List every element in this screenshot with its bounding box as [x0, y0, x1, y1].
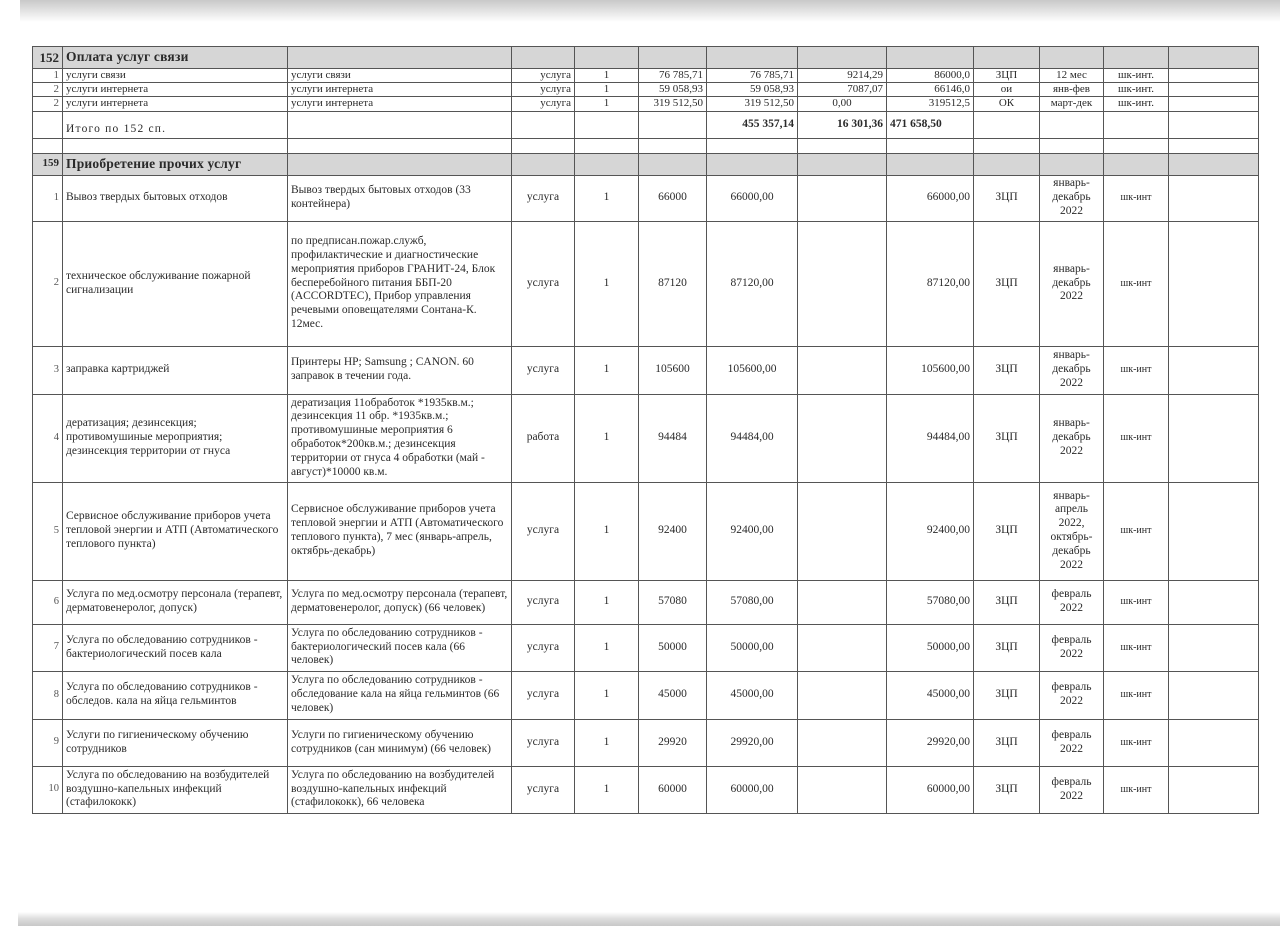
- section-header-159: [33, 153, 1259, 175]
- unit-price: 50000: [639, 624, 707, 671]
- item-name: услуги интернета: [63, 97, 288, 111]
- period: 12 мес: [1040, 69, 1104, 83]
- item-description: Услуга по обследованию на возбудителей воздушно-капельных инфекций (стафилококк), 66 человека: [288, 766, 512, 813]
- amount: 45000,00: [707, 671, 798, 719]
- table-row: [33, 766, 1259, 813]
- row-number: 9: [33, 719, 63, 766]
- unit: услуга: [512, 83, 575, 97]
- period: февраль 2022: [1040, 580, 1104, 624]
- procurement-method: ои: [974, 83, 1040, 97]
- funding-source: шк-инт: [1104, 221, 1169, 346]
- item-name: Услуга по обследованию на возбудителей воздушно-капельных инфекций (стафилококк): [63, 766, 288, 813]
- period: март-дек: [1040, 97, 1104, 111]
- amount: 319 512,50: [707, 97, 798, 111]
- row-number: 1: [33, 69, 63, 83]
- funding-source: шк-инт: [1104, 175, 1169, 221]
- unit: услуга: [512, 671, 575, 719]
- period: январь-апрель 2022, октябрь-декабрь 2022: [1040, 482, 1104, 580]
- funding-source: шк-инт.: [1104, 69, 1169, 83]
- amount: 94484,00: [707, 394, 798, 482]
- funding-source: шк-инт: [1104, 624, 1169, 671]
- quantity: 1: [575, 580, 639, 624]
- quantity: 1: [575, 671, 639, 719]
- item-name: Услуга по мед.осмотру персонала (терапевт, дерматовенеролог, допуск): [63, 580, 288, 624]
- item-description: Услуга по мед.осмотру персонала (терапевт, дерматовенеролог, допуск) (66 человек): [288, 580, 512, 624]
- row-number: 2: [33, 97, 63, 111]
- table-row: [33, 221, 1259, 346]
- funding-source: шк-инт.: [1104, 97, 1169, 111]
- table-row: [33, 624, 1259, 671]
- funding-source: шк-инт: [1104, 580, 1169, 624]
- procurement-method: ЗЦП: [974, 175, 1040, 221]
- section-number: 152: [33, 47, 63, 69]
- unit-price: 105600: [639, 346, 707, 394]
- unit-price: 66000: [639, 175, 707, 221]
- period: январь-декабрь 2022: [1040, 175, 1104, 221]
- unit: услуга: [512, 580, 575, 624]
- item-name: Услуга по обследованию сотрудников - бактериологический посев кала: [63, 624, 288, 671]
- section-title: Оплата услуг связи: [63, 47, 288, 69]
- funding-source: шк-инт: [1104, 346, 1169, 394]
- row-number: 1: [33, 175, 63, 221]
- item-name: Услуги по гигиеническому обучению сотрудников: [63, 719, 288, 766]
- procurement-method: ЗЦП: [974, 394, 1040, 482]
- unit-price: 57080: [639, 580, 707, 624]
- total-amount: 57080,00: [887, 580, 974, 624]
- period: январь-декабрь 2022: [1040, 346, 1104, 394]
- funding-source: шк-инт: [1104, 719, 1169, 766]
- amount: 29920,00: [707, 719, 798, 766]
- unit: услуга: [512, 69, 575, 83]
- unit: работа: [512, 394, 575, 482]
- total-amount: 92400,00: [887, 482, 974, 580]
- quantity: 1: [575, 346, 639, 394]
- unit: услуга: [512, 482, 575, 580]
- table-row: [33, 580, 1259, 624]
- item-description: Услуга по обследованию сотрудников - бактериологический посев кала (66 человек): [288, 624, 512, 671]
- table-row: [33, 394, 1259, 482]
- quantity: 1: [575, 624, 639, 671]
- unit-price: 319 512,50: [639, 97, 707, 111]
- item-name: Вывоз твердых бытовых отходов: [63, 175, 288, 221]
- item-name: услуги связи: [63, 69, 288, 83]
- unit-price: 59 058,93: [639, 83, 707, 97]
- total-amount: 86000,0: [887, 69, 974, 83]
- item-description: по предписан.пожар.служб, профилактические и диагностические мероприятия приборов ГРАНИТ-24, Блок бесперебойного питания ББП-20 (ACCORDTEC), Прибор управления речевыми оповещателями Сонтана-К. 12мес.: [288, 221, 512, 346]
- period: февраль 2022: [1040, 671, 1104, 719]
- item-name: услуги интернета: [63, 83, 288, 97]
- procurement-method: ЗЦП: [974, 719, 1040, 766]
- row-number: 3: [33, 346, 63, 394]
- amount: 66000,00: [707, 175, 798, 221]
- quantity: 1: [575, 719, 639, 766]
- item-description: Услуги по гигиеническому обучению сотрудников (сан минимум) (66 человек): [288, 719, 512, 766]
- procurement-method: ЗЦП: [974, 624, 1040, 671]
- total-amount: 66146,0: [887, 83, 974, 97]
- period: январь-декабрь 2022: [1040, 221, 1104, 346]
- item-description: услуги интернета: [288, 97, 512, 111]
- unit-price: 76 785,71: [639, 69, 707, 83]
- item-name: техническое обслуживание пожарной сигнализации: [63, 221, 288, 346]
- amount: 57080,00: [707, 580, 798, 624]
- row-number: 2: [33, 83, 63, 97]
- item-description: услуги связи: [288, 69, 512, 83]
- tax-amount: 7087,07: [798, 83, 887, 97]
- unit-price: 87120: [639, 221, 707, 346]
- unit: услуга: [512, 97, 575, 111]
- item-description: Услуга по обследованию сотрудников - обследование кала на яйца гельминтов (66 человек): [288, 671, 512, 719]
- total-amount: 319512,5: [887, 97, 974, 111]
- spacer-row: [33, 138, 1259, 153]
- row-number: 5: [33, 482, 63, 580]
- total-amount: 94484,00: [887, 394, 974, 482]
- unit: услуга: [512, 221, 575, 346]
- total-amount: 60000,00: [887, 766, 974, 813]
- unit: услуга: [512, 719, 575, 766]
- procurement-method: ЗЦП: [974, 482, 1040, 580]
- unit: услуга: [512, 175, 575, 221]
- procurement-method: ЗЦП: [974, 69, 1040, 83]
- unit-price: 92400: [639, 482, 707, 580]
- table-row: [33, 719, 1259, 766]
- quantity: 1: [575, 482, 639, 580]
- funding-source: шк-инт: [1104, 671, 1169, 719]
- item-name: Услуга по обследованию сотрудников - обследов. кала на яйца гельминтов: [63, 671, 288, 719]
- table-row: [33, 69, 1259, 83]
- procurement-method: ЗЦП: [974, 221, 1040, 346]
- procurement-method: ЗЦП: [974, 346, 1040, 394]
- table-row: [33, 482, 1259, 580]
- item-description: Сервисное обслуживание приборов учета тепловой энергии и АТП (Автоматического теплового пункта), 7 мес (январь-апрель, октябрь-декабрь): [288, 482, 512, 580]
- procurement-method: ЗЦП: [974, 580, 1040, 624]
- section-title: Приобретение прочих услуг: [63, 153, 288, 175]
- item-description: дератизация 11обработок *1935кв.м.; дезинсекция 11 обр. *1935кв.м.; противомушиные мероприятия 6 обработок*200кв.м.; дезинсекция территории от гнуса 4 обработки (май - август)*10000 кв.м.: [288, 394, 512, 482]
- section-header-152: [33, 47, 1259, 69]
- quantity: 1: [575, 221, 639, 346]
- scan-bottom-edge: [18, 912, 1280, 926]
- unit: услуга: [512, 624, 575, 671]
- unit-price: 94484: [639, 394, 707, 482]
- row-number: 10: [33, 766, 63, 813]
- unit-price: 45000: [639, 671, 707, 719]
- tax-amount: 9214,29: [798, 69, 887, 83]
- procurement-plan-table: [32, 46, 1259, 814]
- item-description: Вывоз твердых бытовых отходов (33 контейнера): [288, 175, 512, 221]
- amount: 92400,00: [707, 482, 798, 580]
- total-sum: 455 357,14: [707, 111, 798, 138]
- section-number: 159: [33, 153, 63, 175]
- quantity: 1: [575, 394, 639, 482]
- period: январь-декабрь 2022: [1040, 394, 1104, 482]
- quantity: 1: [575, 175, 639, 221]
- table-row: [33, 175, 1259, 221]
- total-label: Итого по 152 сп.: [63, 111, 288, 138]
- total-amount: 50000,00: [887, 624, 974, 671]
- total-amount: 29920,00: [887, 719, 974, 766]
- total-amount: 66000,00: [887, 175, 974, 221]
- section-total-row: [33, 111, 1259, 138]
- item-name: Сервисное обслуживание приборов учета тепловой энергии и АТП (Автоматического теплового пункта): [63, 482, 288, 580]
- row-number: 8: [33, 671, 63, 719]
- item-name: заправка картриджей: [63, 346, 288, 394]
- amount: 87120,00: [707, 221, 798, 346]
- total-amount: 87120,00: [887, 221, 974, 346]
- quantity: 1: [575, 97, 639, 111]
- row-number: 4: [33, 394, 63, 482]
- total-amount: 45000,00: [887, 671, 974, 719]
- table-row: [33, 671, 1259, 719]
- table-row: [33, 83, 1259, 97]
- quantity: 1: [575, 69, 639, 83]
- table-row: [33, 97, 1259, 111]
- item-description: Принтеры HP; Samsung ; CANON. 60 заправок в течении года.: [288, 346, 512, 394]
- total-amount: 105600,00: [887, 346, 974, 394]
- amount: 76 785,71: [707, 69, 798, 83]
- table-row: [33, 346, 1259, 394]
- row-number: 2: [33, 221, 63, 346]
- item-name: дератизация; дезинсекция; противомушиные мероприятия; дезинсекция территории от гнуса: [63, 394, 288, 482]
- total-tax: 16 301,36: [798, 111, 887, 138]
- procurement-method: ЗЦП: [974, 671, 1040, 719]
- quantity: 1: [575, 83, 639, 97]
- procurement-method: ЗЦП: [974, 766, 1040, 813]
- unit-price: 29920: [639, 719, 707, 766]
- row-number: 6: [33, 580, 63, 624]
- period: февраль 2022: [1040, 719, 1104, 766]
- procurement-method: ОК: [974, 97, 1040, 111]
- item-description: услуги интернета: [288, 83, 512, 97]
- funding-source: шк-инт: [1104, 394, 1169, 482]
- amount: 105600,00: [707, 346, 798, 394]
- amount: 50000,00: [707, 624, 798, 671]
- quantity: 1: [575, 766, 639, 813]
- row-number: 7: [33, 624, 63, 671]
- unit: услуга: [512, 346, 575, 394]
- funding-source: шк-инт: [1104, 482, 1169, 580]
- period: февраль 2022: [1040, 766, 1104, 813]
- period: февраль 2022: [1040, 624, 1104, 671]
- amount: 59 058,93: [707, 83, 798, 97]
- scan-top-edge: [20, 0, 1280, 22]
- unit: услуга: [512, 766, 575, 813]
- amount: 60000,00: [707, 766, 798, 813]
- unit-price: 60000: [639, 766, 707, 813]
- funding-source: шк-инт.: [1104, 83, 1169, 97]
- tax-amount: 0,00: [798, 97, 887, 111]
- period: янв-фев: [1040, 83, 1104, 97]
- funding-source: шк-инт: [1104, 766, 1169, 813]
- total-grand: 471 658,50: [887, 111, 974, 138]
